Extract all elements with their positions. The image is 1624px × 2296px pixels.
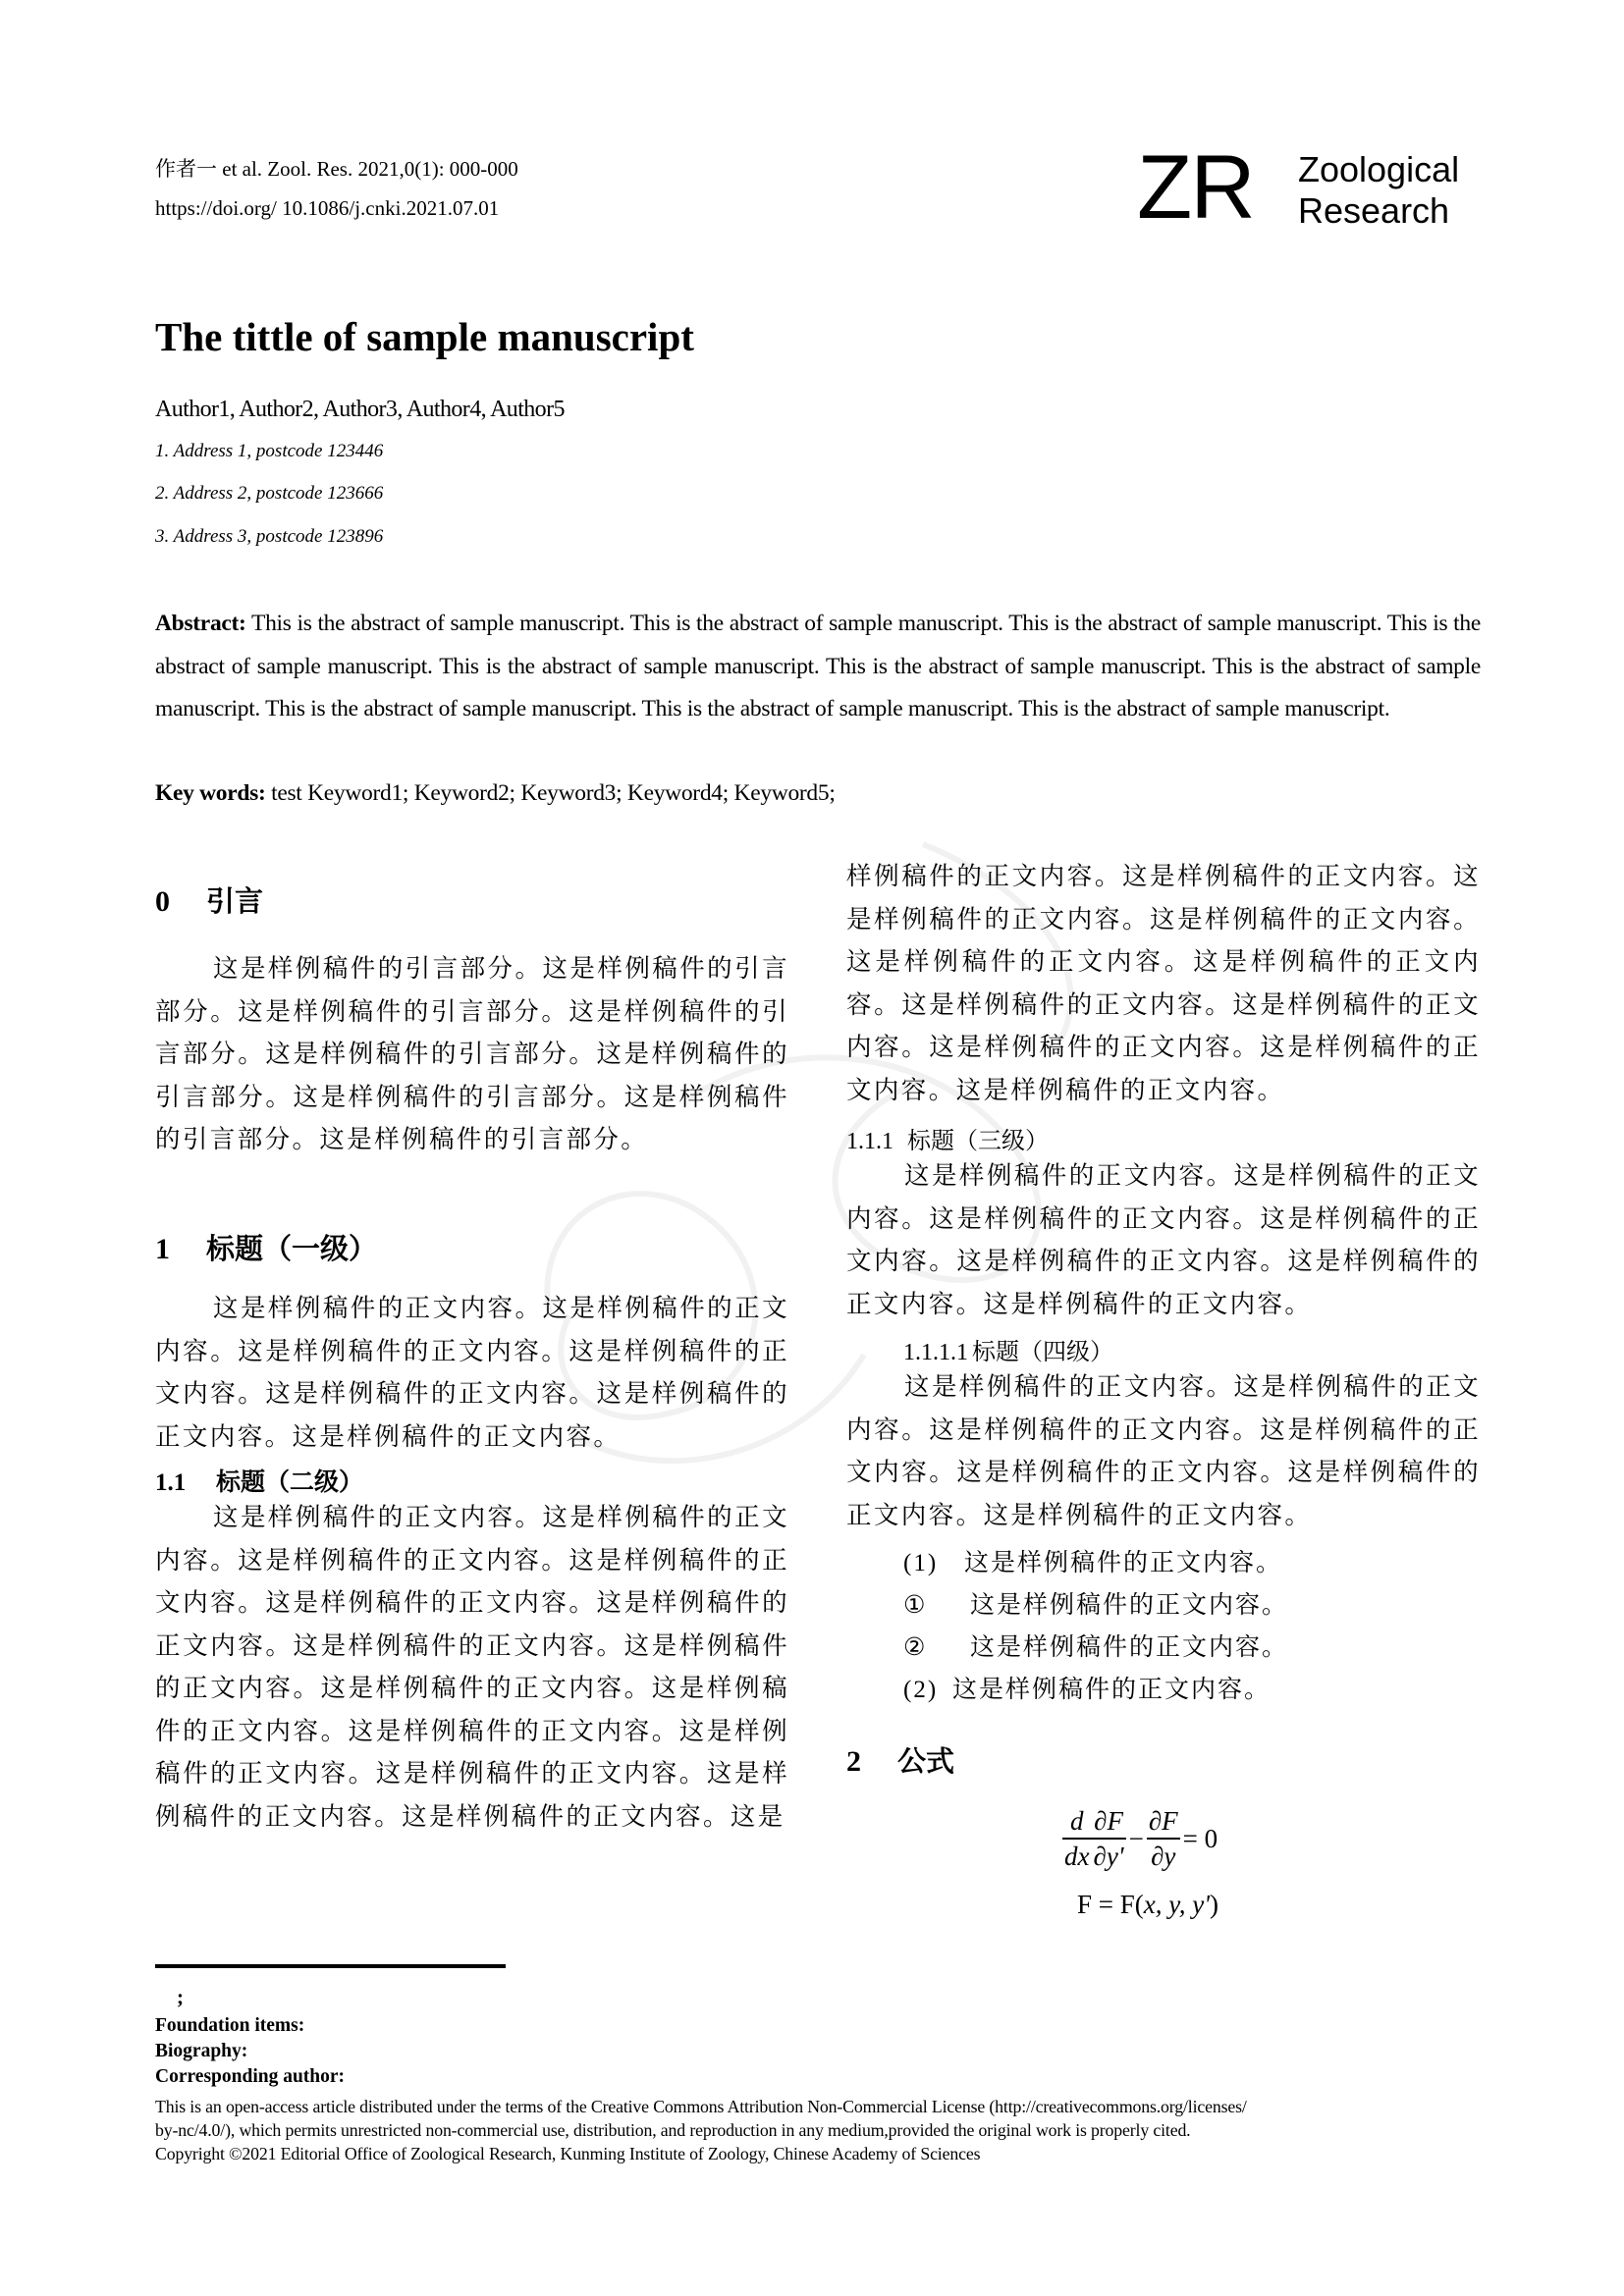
subsection-title: 标题（四级） bbox=[972, 1338, 1113, 1365]
biography: Biography: bbox=[155, 2041, 248, 2061]
euler-lagrange-equation bbox=[1062, 1804, 1220, 1873]
function-definition bbox=[1077, 1890, 1218, 1920]
section-heading-2 bbox=[846, 1739, 954, 1780]
doi-link[interactable]: https://doi.org/ 10.1086/j.cnki.2021.07.01 bbox=[155, 196, 500, 220]
subsection-number: 1.1.1 bbox=[846, 1129, 893, 1154]
fraction: $\frac{d}{dx}$ bbox=[1064, 1806, 1090, 1871]
footnote-semicolon: ; bbox=[177, 1985, 184, 2008]
license-line-1: This is an open-access article distributed under the terms of the Creative Commons Attribution Non-Commercial License (http://creativecommons.org/licenses/ bbox=[155, 2097, 1247, 2116]
list-marker: (2) bbox=[903, 1677, 939, 1703]
subsection-title: 标题（二级） bbox=[216, 1468, 364, 1496]
list-marker: (1) bbox=[903, 1550, 939, 1576]
list-marker: ② bbox=[903, 1634, 928, 1661]
abstract bbox=[155, 603, 1481, 731]
list-item bbox=[903, 1543, 1282, 1578]
minus-operator: − bbox=[1128, 1823, 1144, 1853]
journal-name-line1: Zoological bbox=[1298, 149, 1460, 189]
corresponding-author: Corresponding author: bbox=[155, 2066, 346, 2087]
subsection-1-1-1-paragraph: 这是样例稿件的正文内容。这是样例稿件的正文内容。这是样例稿件的正文内容。这是样例稿件的正文内容。这是样例稿件的正文内容。这是样例稿件的正文内容。这是样例稿件的正文内容。 bbox=[846, 1161, 1481, 1319]
formula-lhs: F = F( bbox=[1077, 1890, 1144, 1919]
footnote-separator bbox=[155, 1964, 506, 1968]
subsection-1-1-paragraph-continued: 样例稿件的正文内容。这是样例稿件的正文内容。这是样例稿件的正文内容。这是样例稿件的正文内容。这是样例稿件的正文内容。这是样例稿件的正文内容。这是样例稿件的正文内容。这是样例稿件的正文内容。这是样例稿件的正文内容。这是样例稿件的正文内容。这是样例稿件的正文内容。 bbox=[846, 862, 1481, 1105]
foundation-items: Foundation items: bbox=[155, 2015, 305, 2036]
section-number: 0 bbox=[155, 885, 170, 918]
list-text: 这是样例稿件的正文内容。 bbox=[970, 1632, 1289, 1661]
journal-logo-abbr: ZR bbox=[1137, 137, 1254, 238]
formula-close: ) bbox=[1210, 1890, 1219, 1919]
subsection-heading-1-1-1 bbox=[846, 1121, 1049, 1155]
intro-paragraph: 这是样例稿件的引言部分。这是样例稿件的引言部分。这是样例稿件的引言部分。这是样例稿件的引言部分。这是样例稿件的引言部分。这是样例稿件的引言部分。这是样例稿件的引言部分。这是样例稿件的引言部分。这是样例稿件的引言部分。 bbox=[155, 954, 789, 1154]
address-1: 1. Address 1, postcode 123446 bbox=[155, 441, 384, 461]
section-number: 2 bbox=[846, 1745, 861, 1778]
list-marker: ① bbox=[903, 1592, 928, 1619]
subsection-number: 1.1.1.1 bbox=[903, 1340, 968, 1365]
license-notice bbox=[155, 2095, 1481, 2165]
fraction: $\frac{\partial F}{\partial y'}$ bbox=[1093, 1806, 1124, 1871]
subsection-1-1-paragraph: 这是样例稿件的正文内容。这是样例稿件的正文内容。这是样例稿件的正文内容。这是样例稿件的正文内容。这是样例稿件的正文内容。这是样例稿件的正文内容。这是样例稿件的正文内容。这是样例稿件的正文内容。这是样例稿件的正文内容。这是样例稿件的正文内容。这是样例稿件的正文内容。这是样例稿件的正文内容。这是样例稿件的正文内容。这是样例稿件的正文内容。这是样例稿件的正文内容。这是 bbox=[155, 1503, 789, 1832]
section-title: 引言 bbox=[206, 884, 264, 918]
keywords-label: Key words: bbox=[155, 780, 266, 806]
subsection-heading-1-1 bbox=[155, 1463, 363, 1498]
copyright-line: Copyright ©2021 Editorial Office of Zoological Research, Kunming Institute of Zoology, Chinese Academy of Sciences bbox=[155, 2144, 981, 2163]
subsection-number: 1.1 bbox=[155, 1469, 187, 1496]
formula-args: x, y, y' bbox=[1143, 1890, 1211, 1919]
abstract-text: This is the abstract of sample manuscript. This is the abstract of sample manuscript. This is the abstract of sample manuscript. This is the abstract of sample manuscript. This is the abstract of sample manuscript. This is the abstract of sample manuscript. This is the abstract of sample manuscript. This is the abstract of sample manuscript. This is the abstract of sample manuscript. This is the abstract of sample manuscript. bbox=[155, 611, 1481, 721]
subsection-title: 标题（三级） bbox=[907, 1127, 1049, 1154]
abstract-label: Abstract: bbox=[155, 611, 246, 636]
list-text: 这是样例稿件的正文内容。 bbox=[952, 1675, 1272, 1703]
article-title: The tittle of sample manuscript bbox=[155, 314, 694, 359]
section-1-paragraph: 这是样例稿件的正文内容。这是样例稿件的正文内容。这是样例稿件的正文内容。这是样例稿件的正文内容。这是样例稿件的正文内容。这是样例稿件的正文内容。这是样例稿件的正文内容。 bbox=[155, 1294, 789, 1452]
address-3: 3. Address 3, postcode 123896 bbox=[155, 526, 384, 547]
keywords-text: test Keyword1; Keyword2; Keyword3; Keyword4; Keyword5; bbox=[265, 780, 836, 806]
list-item bbox=[903, 1585, 1288, 1621]
equals-zero: = 0 bbox=[1182, 1823, 1218, 1853]
author-list: Author1, Author2, Author3, Author4, Author5 bbox=[155, 397, 565, 422]
citation-line: 作者一 et al. Zool. Res. 2021,0(1): 000-000 bbox=[155, 157, 518, 181]
journal-name-line2: Research bbox=[1298, 190, 1450, 231]
list-text: 这是样例稿件的正文内容。 bbox=[970, 1590, 1289, 1619]
list-item bbox=[903, 1628, 1288, 1663]
address-2: 2. Address 2, postcode 123666 bbox=[155, 483, 384, 504]
section-title: 公式 bbox=[897, 1744, 955, 1778]
list-item bbox=[903, 1670, 1271, 1705]
section-heading-1 bbox=[155, 1227, 377, 1267]
keywords bbox=[155, 777, 836, 809]
section-title: 标题（一级） bbox=[206, 1232, 378, 1265]
license-line-2: by-nc/4.0/), which permits unrestricted non-commercial use, distribution, and reproduction in any medium,provided the original work is properly cited. bbox=[155, 2120, 1191, 2140]
list-text: 这是样例稿件的正文内容。 bbox=[964, 1548, 1283, 1576]
journal-logo-name bbox=[1298, 149, 1459, 232]
section-heading-0 bbox=[155, 880, 263, 920]
subsection-1-1-1-1-paragraph: 这是样例稿件的正文内容。这是样例稿件的正文内容。这是样例稿件的正文内容。这是样例稿件的正文内容。这是样例稿件的正文内容。这是样例稿件的正文内容。这是样例稿件的正文内容。 bbox=[846, 1372, 1481, 1530]
subsection-heading-1-1-1-1 bbox=[903, 1332, 1113, 1366]
section-number: 1 bbox=[155, 1233, 170, 1265]
fraction: $\frac{\partial F}{\partial y}$ bbox=[1148, 1806, 1178, 1871]
